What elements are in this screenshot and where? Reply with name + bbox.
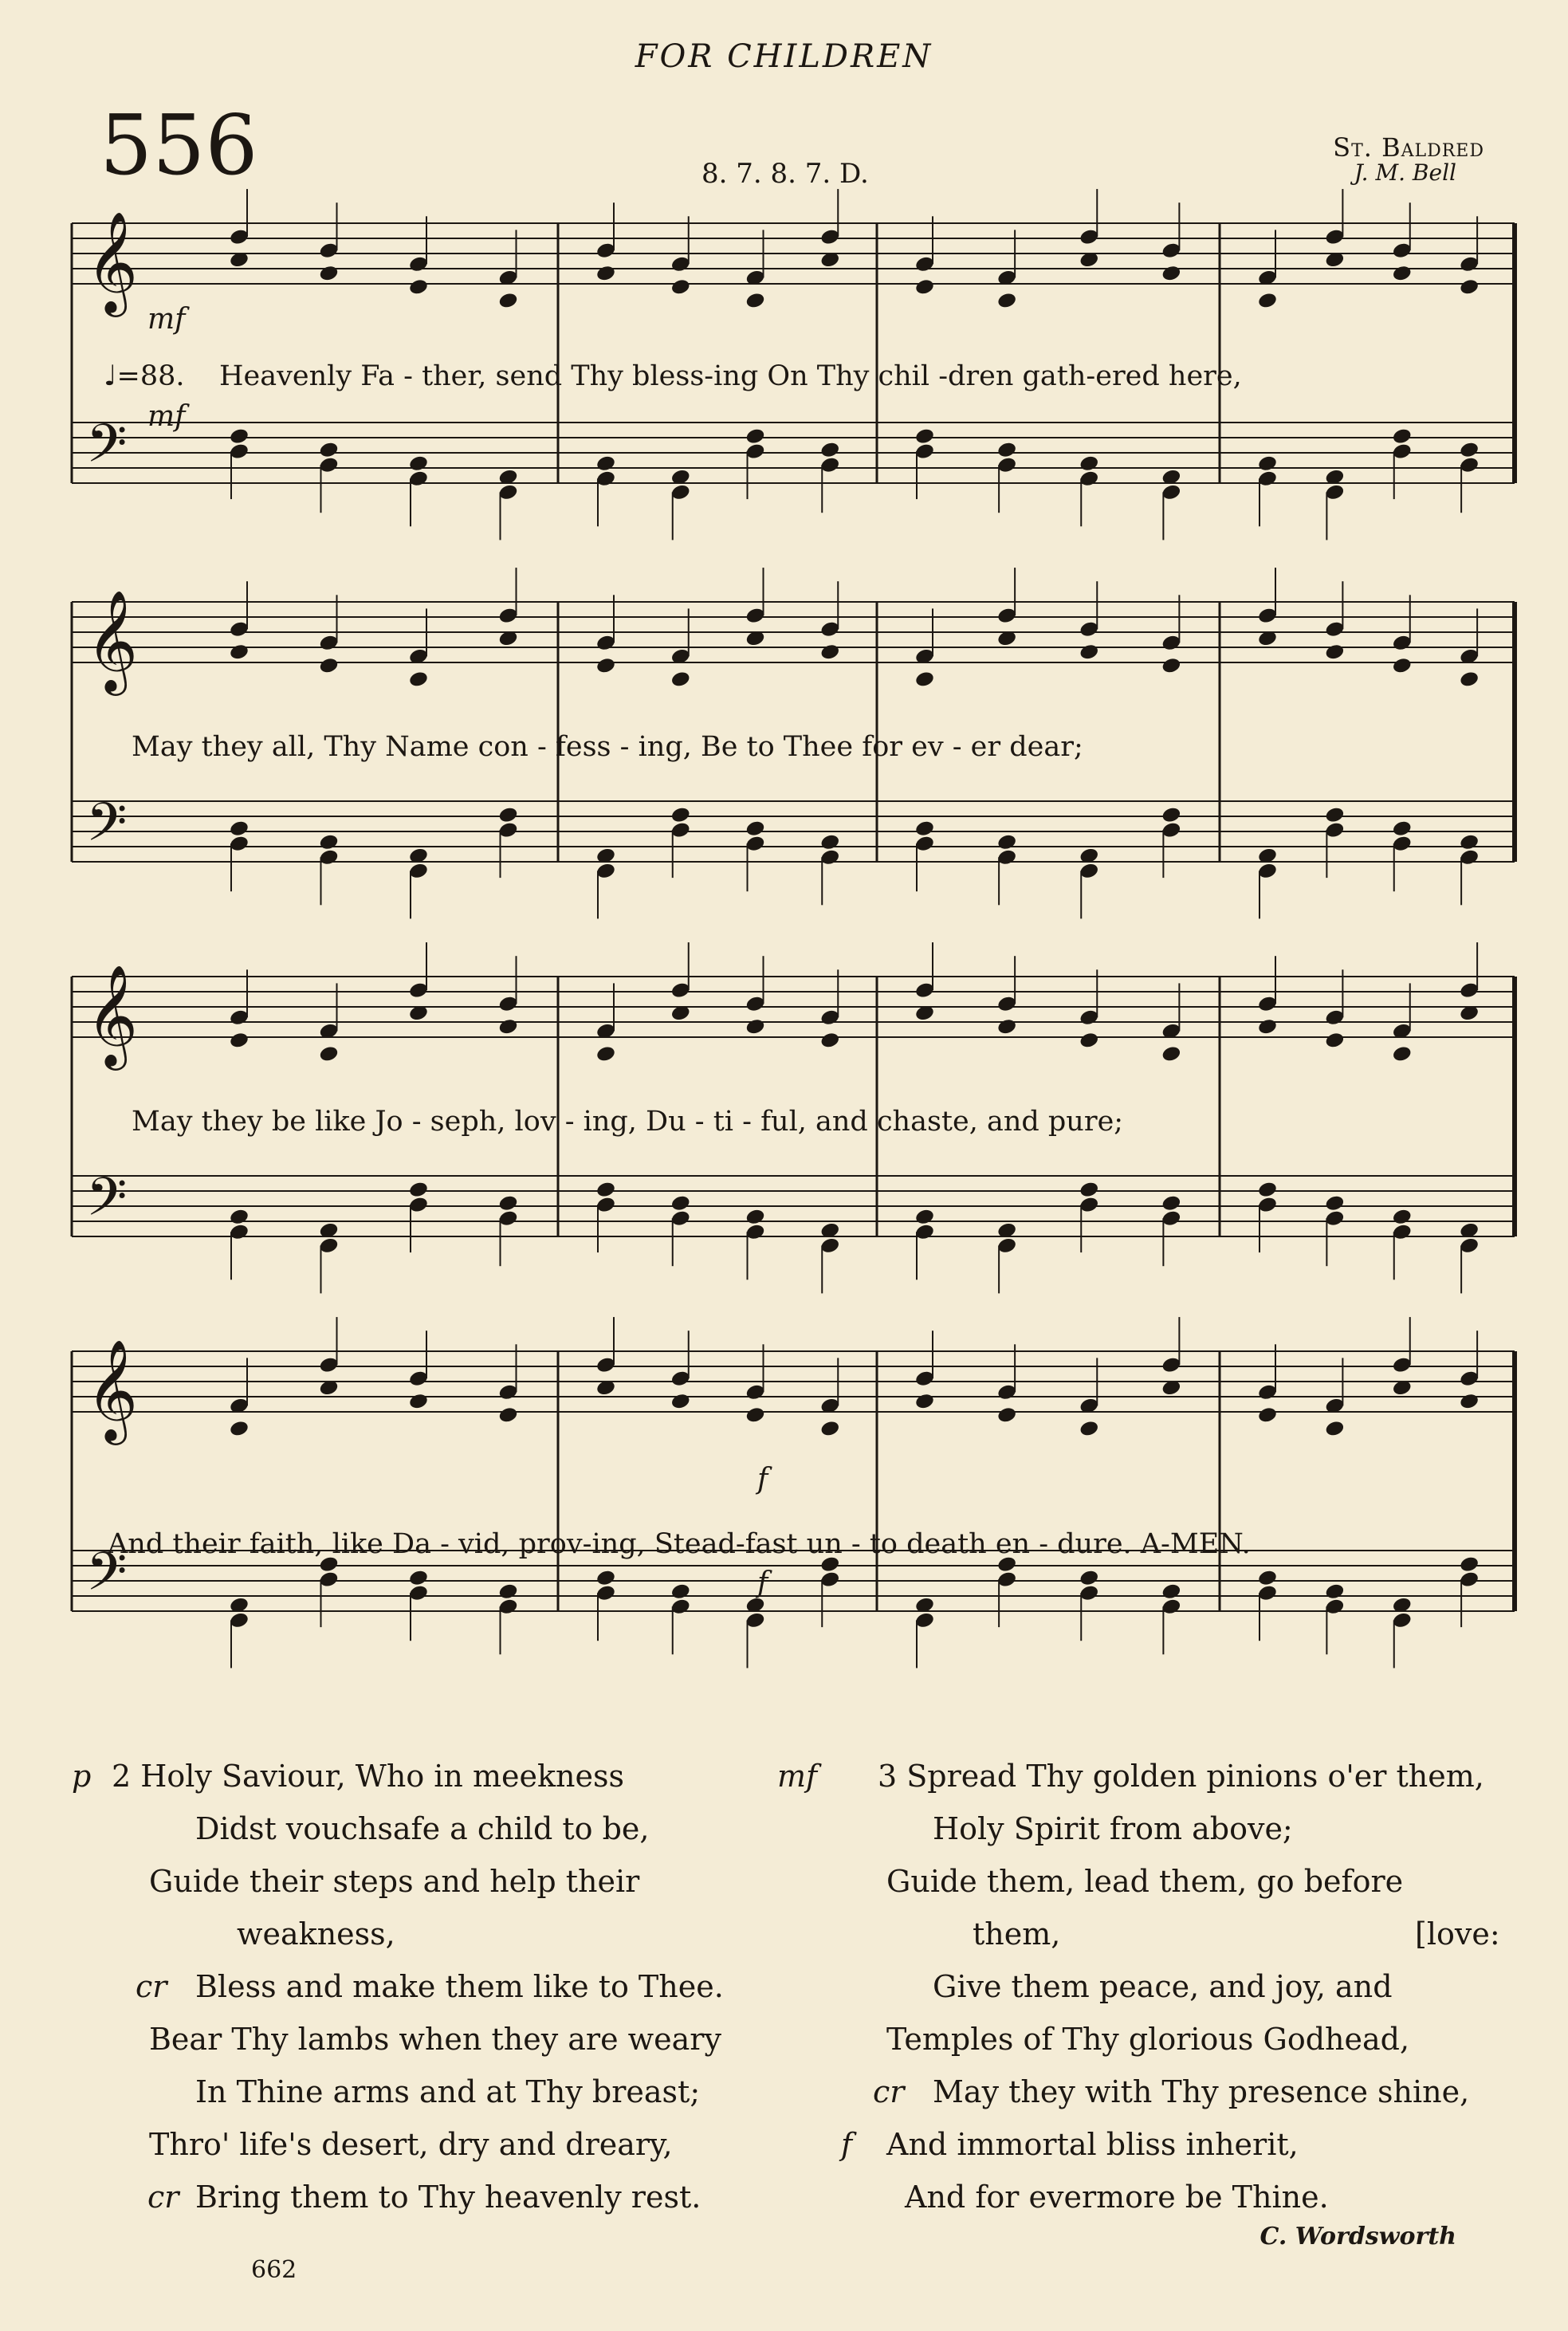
tune-name: St. Baldred bbox=[1333, 132, 1484, 163]
dynamic-mark: cr bbox=[873, 2074, 905, 2109]
verse-2-line bbox=[72, 1802, 789, 1855]
page-number: 662 bbox=[251, 2256, 297, 2284]
verse-text: Bring them to Thy heavenly rest. bbox=[195, 2180, 701, 2215]
svg-text:𝄞: 𝄞 bbox=[86, 589, 139, 691]
svg-text:𝄢: 𝄢 bbox=[86, 792, 128, 866]
verse-3 bbox=[777, 1750, 1511, 2223]
verse-2-line bbox=[72, 1855, 789, 1908]
verse-text: In Thine arms and at Thy breast; bbox=[195, 2074, 701, 2109]
verse-text: Guide them, lead them, go before bbox=[886, 1864, 1404, 1899]
verse-2-line bbox=[72, 2171, 789, 2223]
verse-3-line bbox=[777, 1960, 1511, 2013]
tempo-marking: ♩=88. bbox=[104, 360, 185, 392]
verse-3-line bbox=[777, 1855, 1511, 1908]
dynamic-mark: cr bbox=[136, 1969, 167, 2004]
verse-text: Temples of Thy glorious Godhead, bbox=[886, 2022, 1410, 2057]
verse-2-line bbox=[72, 1750, 789, 1802]
verse-3-line bbox=[777, 1908, 1511, 1960]
verse-2 bbox=[72, 1750, 789, 2223]
composer: J. M. Bell bbox=[1354, 159, 1456, 186]
verse-author: C. Wordsworth bbox=[1260, 2223, 1456, 2250]
verse-text: Thro' life's desert, dry and dreary, bbox=[149, 2127, 673, 2162]
svg-text:𝄞: 𝄞 bbox=[86, 1338, 139, 1441]
verse-text: Guide their steps and help their bbox=[149, 1864, 640, 1899]
verse-text: weakness, bbox=[237, 1916, 395, 1952]
dynamic-mf-bass: mf bbox=[147, 400, 186, 433]
verse-text: 2 Holy Saviour, Who in meekness bbox=[112, 1759, 624, 1794]
svg-text:𝄞: 𝄞 bbox=[86, 210, 139, 313]
svg-text:𝄞: 𝄞 bbox=[86, 964, 139, 1066]
dynamic-mark: mf bbox=[777, 1759, 818, 1794]
dynamic-mark: p bbox=[72, 1759, 92, 1794]
verse-text: And for evermore be Thine. bbox=[905, 2180, 1329, 2215]
svg-text:𝄢: 𝄢 bbox=[86, 1541, 128, 1615]
verse-2-line bbox=[72, 2118, 789, 2171]
verse-2-line bbox=[72, 1908, 789, 1960]
verse-text: Didst vouchsafe a child to be, bbox=[195, 1811, 650, 1846]
dynamic-f: f bbox=[757, 1463, 768, 1496]
lyric-line-3: May they be like Jo - seph, lov - ing, Du - ti - ful, and chaste, and pure; bbox=[132, 1106, 1124, 1138]
verse-text: Bless and make them like to Thee. bbox=[195, 1969, 724, 2004]
verse-text: Bear Thy lambs when they are weary bbox=[149, 2022, 721, 2057]
verse-3-line bbox=[777, 2118, 1511, 2171]
verse-text: 3 Spread Thy golden pinions o'er them, bbox=[878, 1759, 1484, 1794]
section-header: FOR CHILDREN bbox=[635, 38, 933, 75]
verse-text: Holy Spirit from above; bbox=[933, 1811, 1293, 1846]
lyric-line-4: And their faith, like Da - vid, prov-ing, Stead-fast un - to death en - dure. A-MEN. bbox=[108, 1528, 1251, 1560]
svg-text:𝄢: 𝄢 bbox=[86, 1166, 128, 1240]
dynamic-mf-treble: mf bbox=[147, 303, 186, 336]
dynamic-mark: cr bbox=[147, 2180, 179, 2215]
verse-2-line bbox=[72, 2066, 789, 2118]
verse-2-line bbox=[72, 2013, 789, 2066]
dynamic-mark: f bbox=[841, 2127, 853, 2162]
verse-3-line bbox=[777, 2013, 1511, 2066]
verse-3-line bbox=[777, 1802, 1511, 1855]
lyric-line-1: Heavenly Fa - ther, send Thy bless-ing On Thy chil -dren gath-ered here, bbox=[219, 360, 1242, 392]
verse-3-line bbox=[777, 1750, 1511, 1802]
verse-text: Give them peace, and joy, and bbox=[933, 1969, 1393, 2004]
verse-3-line bbox=[777, 2066, 1511, 2118]
lyric-line-2: May they all, Thy Name con - fess - ing, Be to Thee for ev - er dear; bbox=[132, 731, 1083, 763]
verse-text: May they with Thy presence shine, bbox=[933, 2074, 1470, 2109]
svg-text:𝄢: 𝄢 bbox=[86, 413, 128, 487]
verse-2-line bbox=[72, 1960, 789, 2013]
staff-system-4-graphic bbox=[72, 1319, 1515, 1718]
verse-text: And immortal bliss inherit, bbox=[886, 2127, 1299, 2162]
verse-3-line bbox=[777, 2171, 1511, 2223]
meter: 8. 7. 8. 7. D. bbox=[701, 158, 869, 190]
dynamic-f-bass: f bbox=[757, 1566, 768, 1599]
hymn-number: 556 bbox=[100, 96, 258, 194]
verse-text: them, bbox=[973, 1916, 1061, 1952]
verse-text: [love: bbox=[1415, 1916, 1500, 1952]
